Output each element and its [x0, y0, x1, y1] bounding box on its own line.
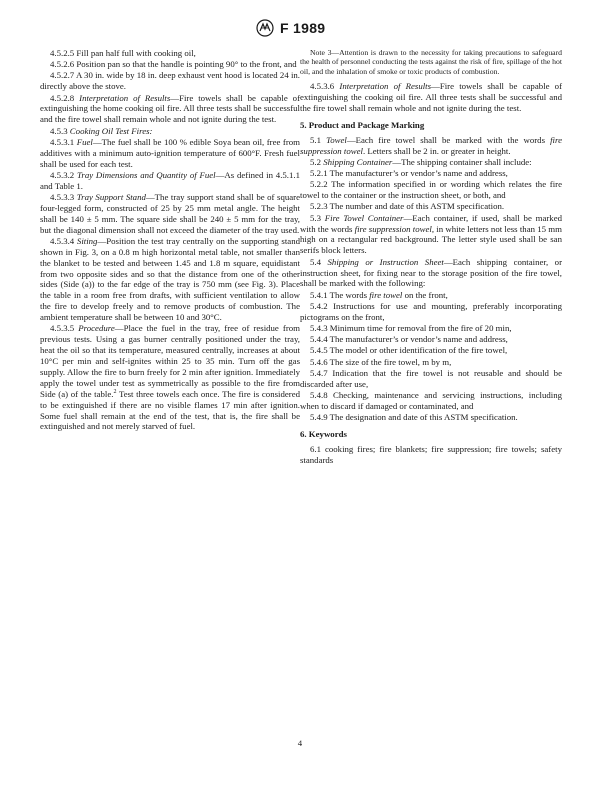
italic-phrase: fire suppression towel [300, 134, 562, 156]
paragraph-5-4-3: 5.4.3 Minimum time for removal from the fire of 20 min, [310, 322, 512, 333]
paragraph-4-5-3-5 [40, 323, 300, 432]
paragraph-4-5-2-8 [40, 93, 300, 126]
paragraph-5-4-9: 5.4.9 The designation and date of this ASTM specification. [310, 411, 518, 422]
paragraph-4-5-2-6: 4.5.2.6 Position pan so that the handle is pointing 90° to the front, and [50, 59, 297, 70]
paragraph-5-4-4: 5.4.4 The manufacturer’s or vendor’s name and address, [310, 334, 508, 345]
paragraph-body-continued: . Letters shall be 2 in. or greater in height. [362, 145, 511, 156]
footnote-marker: 2 [113, 388, 117, 395]
paragraph-5-4-7: 5.4.7 Indication that the fire towel is not reusable and should be discarded after use, [300, 367, 562, 389]
paragraph-5-1 [300, 135, 562, 157]
left-column [40, 48, 300, 433]
run-in-title: Cooking Oil Test Fires: [69, 125, 153, 136]
paragraph-body: —Each fire towel shall be marked with the words [346, 134, 551, 145]
section-number: 4.5.3.1 [50, 136, 75, 147]
paragraph-5-4-1 [300, 290, 562, 301]
note-3: Note 3—Attention is drawn to the necessity for taking precautions to safeguard the health of personnel conducting the tests against the risk of fire, spillage of the hot oil, and the inhalation of smoke or toxic products of combustion. [300, 48, 562, 76]
paragraph-5-2-1: 5.2.1 The manufacturer’s or vendor’s name and address, [310, 168, 508, 179]
section-5-heading: 5. Product and Package Marking [300, 119, 425, 130]
paragraph-4-5-3-1 [40, 137, 300, 170]
paragraph-body: —The shipping container shall include: [392, 156, 532, 167]
paragraph-6-1: 6.1 cooking fires; fire blankets; fire suppression; fire towels; safety standards [300, 443, 562, 465]
section-number: 5.2 [310, 156, 321, 167]
paragraph-4-5-2-5: 4.5.2.5 Fill pan half full with cooking oil, [50, 48, 196, 58]
paragraph-body-continued: on the front, [402, 289, 448, 300]
paragraph-body: —As defined in 4.5.1.1 and Table 1. [40, 169, 300, 191]
section-number: 5.1 [310, 134, 321, 145]
paragraph-body: —Place the fuel in the tray, free of residue from previous tests. Using a gas burner centrally positioned under the tray, heat the oil so that its temperature, measured centrally, increases at about 10°C per min and self-ignites within 25 to 35 min. Turn off the gas supply. Allow the fire to burn freely for 2 min after ignition. Immediately apply the towel under test as symmetrically as possible to the fire from Side (a) of the table. [40, 323, 300, 399]
paragraph-4-5-2-7: 4.5.2.7 A 30 in. wide by 18 in. deep exhaust vent hood is located 24 in. directly above the stove. [40, 70, 300, 92]
italic-phrase: fire towel [369, 289, 403, 300]
right-column [300, 48, 562, 466]
paragraph-body: —Each container, if used, shall be marked with the words [300, 212, 562, 234]
paragraph-4-5-3 [40, 126, 300, 137]
section-number: 4.5.3.5 [50, 323, 75, 334]
paragraph-5-4-6: 5.4.6 The size of the fire towel, m by m, [310, 356, 452, 367]
section-number: 4.5.3 [50, 125, 68, 136]
standard-designation: F 1989 [280, 20, 326, 36]
run-in-title: Interpretation of Results [339, 81, 432, 92]
paragraph-body: —The tray support stand shall be of square four-legged form, constructed of 25 by 25 mm metal angle. The height shall be 140 ± 5 mm. The square side shall be 240 ± 5 mm for the tray, but the diagonal dimension shall not exceed the diameter of the tray used. [40, 191, 300, 235]
run-in-title: Towel [326, 134, 347, 145]
page-header [0, 18, 600, 40]
paragraph-body: 5.4.1 The words [310, 289, 370, 300]
section-number: 4.5.3.4 [50, 235, 75, 246]
section-number: 5.3 [310, 212, 321, 223]
run-in-title: Tray Support Stand [76, 191, 146, 202]
paragraph-body-continued: , in white letters not less than 15 mm high on a rectangular red background. The letter style used shall be san serifs block letters. [300, 223, 562, 256]
section-number: 4.5.2.8 [50, 92, 75, 103]
paragraph-5-2-3: 5.2.3 The number and date of this ASTM specification. [310, 201, 505, 212]
paragraph-5-4-8: 5.4.8 Checking, maintenance and servicing instructions, including when to discard if damaged or contaminated, and [300, 389, 562, 411]
paragraph-5-2 [300, 157, 562, 168]
paragraph-body: —Each shipping container, or instruction sheet, for fixing near to the storage position of the fire towel, shall be marked with the following: [300, 256, 563, 289]
section-6-heading: 6. Keywords [300, 428, 347, 439]
run-in-title: Fire Towel Container [324, 212, 404, 223]
paragraph-4-5-3-6 [300, 81, 562, 114]
italic-phrase: fire suppression towel [354, 223, 432, 234]
section-number: 4.5.3.6 [310, 81, 335, 92]
paragraph-body: —Position the test tray centrally on the supporting stand shown in Fig. 3, on a 0.8 m high horizontal metal table, not smaller than the blanket to be tested and between 1.45 and 1.8 m square, equidistant from two opposite sides and so that the distance from one of the other sides (Side (a)) to the far edge of the tray is 750 mm (see Fig. 3). Place the table in a room free from drafts, with sufficient ventilation to allow the fire to develop freely and to remove products of combustion. The ambient temperature shall be between 10 and 30°C. [40, 235, 300, 323]
paragraph-5-4-2: 5.4.2 Instructions for use and mounting, preferably incorporating pictograms on the front, [300, 300, 562, 322]
paragraph-body: —The fuel shall be 100 % edible Soya bean oil, free from additives with a minimum auto-ignition temperature of 600°F. Fresh fuel shall be used for each test. [40, 136, 300, 169]
paragraph-5-4-5: 5.4.5 The model or other identification of the fire towel, [310, 345, 508, 356]
paragraph-body: —Fire towels shall be capable of extinguishing the cooking oil fire. All three tests shall be successful and the fire towel shall remain whole and not ignite during the test. [300, 81, 562, 114]
run-in-title: Siting [76, 235, 98, 246]
run-in-title: Shipping or Instruction Sheet [327, 256, 444, 267]
paragraph-4-5-3-2 [40, 170, 300, 192]
paragraph-body-continued: Test three towels each once. The fire is considered to be extinguished if there are no visible flames 17 min after ignition. Some fuel shall remain at the end of the test, that is, the fire shall be extinguished and not merely starved of fuel. [40, 388, 300, 432]
section-number: 4.5.3.3 [50, 191, 75, 202]
paragraph-4-5-3-3 [40, 192, 300, 236]
run-in-title: Shipping Container [323, 156, 393, 167]
section-number: 5.4 [310, 256, 321, 267]
astm-logo-icon [256, 19, 274, 37]
run-in-title: Tray Dimensions and Quantity of Fuel [77, 169, 216, 180]
run-in-title: Interpretation of Results [79, 92, 171, 103]
run-in-title: Fuel [76, 136, 93, 147]
paragraph-body: —Fire towels shall be capable of extinguishing the home cooking oil fire. All three tests shall be successful and the fire towel shall remain whole and not ignite during the test. [40, 92, 300, 125]
run-in-title: Procedure [78, 323, 115, 334]
page-number: 4 [297, 738, 303, 748]
section-number: 4.5.3.2 [50, 169, 75, 180]
paragraph-5-4 [300, 257, 562, 290]
paragraph-5-3 [300, 213, 562, 257]
paragraph-5-2-2: 5.2.2 The information specified in or wording which relates the fire towel to the container or the instruction sheet, or both, and [300, 179, 562, 201]
paragraph-4-5-3-4 [40, 236, 300, 323]
